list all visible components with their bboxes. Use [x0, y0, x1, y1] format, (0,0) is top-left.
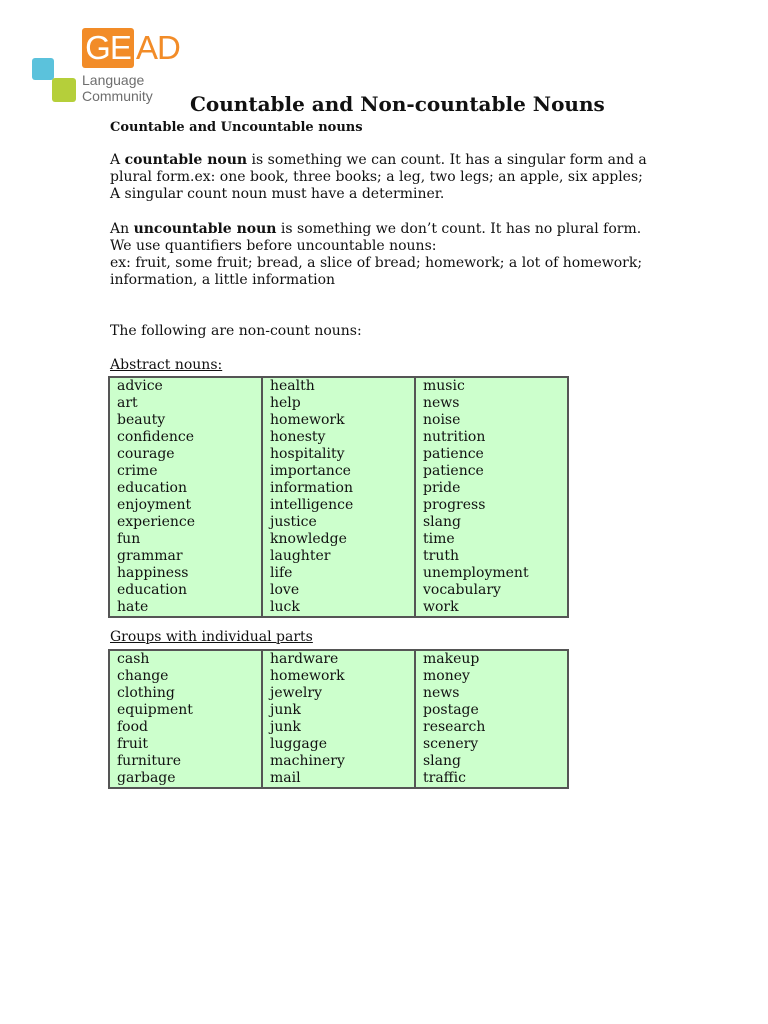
abstract-col-1 — [109, 377, 262, 617]
noun-cell: progress — [423, 497, 486, 513]
noun-cell: traffic — [423, 770, 466, 786]
abstract-col-2 — [262, 377, 415, 617]
countable-rest: is something we can count. It has a singular form and a plural form.ex: one book, three books; a leg, two legs; an apple, six apples; A singular count noun must have a determiner. — [110, 152, 647, 202]
noun-cell: vocabulary — [423, 582, 501, 598]
noun-cell: machinery — [270, 753, 345, 769]
noun-cell: enjoyment — [117, 497, 192, 513]
noun-cell: news — [423, 685, 460, 701]
noun-cell: grammar — [117, 548, 183, 564]
noun-cell: slang — [423, 753, 461, 769]
logo-green-square — [52, 78, 76, 102]
uncountable-prefix: An — [110, 221, 134, 237]
noun-cell: laughter — [270, 548, 331, 564]
noun-cell: music — [423, 378, 465, 394]
noun-cell: luck — [270, 599, 300, 615]
noun-cell: importance — [270, 463, 351, 479]
noun-cell: research — [423, 719, 486, 735]
noun-cell: unemployment — [423, 565, 529, 581]
noun-cell: mail — [270, 770, 301, 786]
noun-cell: justice — [270, 514, 317, 530]
uncountable-paragraph — [110, 221, 650, 289]
noun-cell: confidence — [117, 429, 195, 445]
noun-cell: information — [270, 480, 353, 496]
groups-col-1 — [109, 650, 262, 788]
noun-cell: art — [117, 395, 138, 411]
logo-blue-square — [32, 58, 54, 80]
abstract-col-3 — [415, 377, 568, 617]
noun-cell: health — [270, 378, 315, 394]
gead-logo — [30, 24, 200, 108]
noun-cell: hate — [117, 599, 149, 615]
noun-cell: truth — [423, 548, 459, 564]
noun-cell: luggage — [270, 736, 328, 752]
noun-cell: homework — [270, 412, 345, 428]
uncountable-rest: is something we don’t count. It has no plural form. We use quantifiers before uncountable nouns: — [110, 221, 642, 254]
noun-cell: courage — [117, 446, 175, 462]
countable-term: countable noun — [124, 152, 248, 168]
uncountable-examples: ex: fruit, some fruit; bread, a slice of bread; homework; a lot of homework; information, a little information — [110, 255, 643, 288]
noun-cell: junk — [270, 719, 301, 735]
noun-cell: hospitality — [270, 446, 345, 462]
noun-cell: equipment — [117, 702, 193, 718]
noun-cell: beauty — [117, 412, 166, 428]
noun-cell: scenery — [423, 736, 479, 752]
page-title: Countable and Non-countable Nouns — [190, 92, 605, 116]
logo-line-1: Language — [82, 72, 145, 88]
groups-col-2 — [262, 650, 415, 788]
page-subtitle: Countable and Uncountable nouns — [110, 120, 363, 135]
groups-label: Groups with individual parts — [110, 629, 313, 645]
noun-cell: nutrition — [423, 429, 486, 445]
noun-cell: cash — [117, 651, 150, 667]
noun-cell: help — [270, 395, 301, 411]
noun-cell: homework — [270, 668, 345, 684]
noun-cell: garbage — [117, 770, 176, 786]
noun-cell: experience — [117, 514, 196, 530]
logo-line-2: Community — [82, 88, 153, 104]
noun-cell: knowledge — [270, 531, 347, 547]
noun-cell: junk — [270, 702, 301, 718]
uncountable-term: uncountable noun — [133, 221, 277, 237]
abstract-nouns-label: Abstract nouns: — [110, 357, 223, 373]
noun-cell: hardware — [270, 651, 339, 667]
noun-cell: makeup — [423, 651, 480, 667]
groups-table — [108, 649, 569, 789]
noun-cell: life — [270, 565, 293, 581]
noun-cell: money — [423, 668, 470, 684]
noun-cell: clothing — [117, 685, 175, 701]
noun-cell: time — [423, 531, 455, 547]
noun-cell: postage — [423, 702, 479, 718]
intro-text: The following are non-count nouns: — [110, 323, 362, 339]
noun-cell: honesty — [270, 429, 326, 445]
noun-cell: intelligence — [270, 497, 354, 513]
countable-paragraph — [110, 152, 650, 203]
noun-cell: jewelry — [270, 685, 322, 701]
noun-cell: fruit — [117, 736, 148, 752]
noun-cell: pride — [423, 480, 461, 496]
countable-prefix: A — [110, 152, 125, 168]
logo-ge-text: GE — [82, 28, 134, 68]
noun-cell: fun — [117, 531, 141, 547]
logo-ad-text: AD — [136, 29, 180, 66]
abstract-nouns-table — [108, 376, 569, 618]
noun-cell: happiness — [117, 565, 189, 581]
noun-cell: work — [423, 599, 459, 615]
noun-cell: noise — [423, 412, 461, 428]
noun-cell: food — [117, 719, 149, 735]
noun-cell: news — [423, 395, 460, 411]
noun-cell: patience — [423, 446, 484, 462]
noun-cell: love — [270, 582, 300, 598]
noun-cell: change — [117, 668, 169, 684]
noun-cell: patience — [423, 463, 484, 479]
noun-cell: slang — [423, 514, 461, 530]
noun-cell: education — [117, 480, 187, 496]
noun-cell: education — [117, 582, 187, 598]
noun-cell: advice — [117, 378, 163, 394]
noun-cell: crime — [117, 463, 158, 479]
groups-col-3 — [415, 650, 568, 788]
noun-cell: furniture — [117, 753, 182, 769]
